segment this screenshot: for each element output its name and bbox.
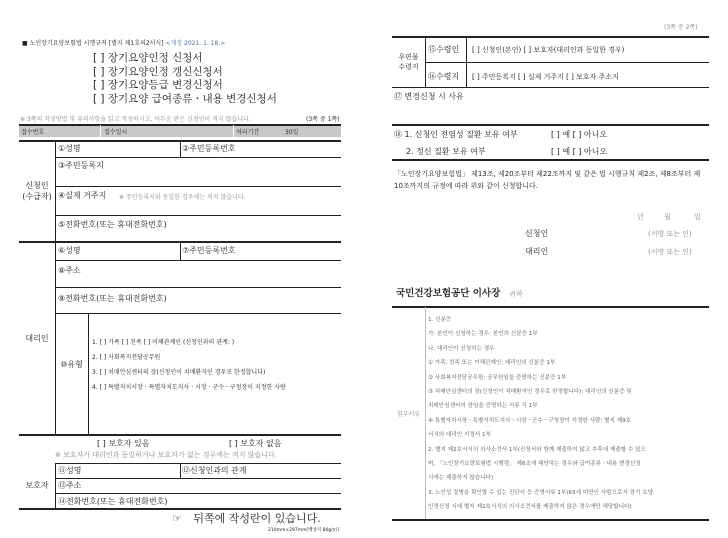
infectious-disease-options[interactable]: [ ] 예 [ ] 아니오	[551, 130, 608, 139]
paper-spec: 210mm×297mm[백상지 80g/㎡]	[268, 528, 340, 533]
agent-rrn-field[interactable]: ⑦주민등록번호	[182, 246, 236, 255]
form-header	[22, 38, 225, 47]
attachment-line: 1. 신분증	[428, 317, 452, 323]
recipient-honorific: 귀하	[509, 290, 523, 298]
processing-period-label: 처리기간	[236, 129, 260, 136]
attachment-line: 며, 「노인장기요양보험법 시행령」 제6조에 해당하는 경우와 급여종류ㆍ내용 변경신청	[428, 461, 641, 468]
applicant-section-label: 신청인 (수급자)	[22, 181, 52, 201]
title-grade-change[interactable]: [ ] 장기요양등급 변경신청서	[93, 79, 223, 91]
pointing-hand-icon: ☞	[172, 512, 182, 525]
attachment-line: 치매안심센터의 장임을 증명하는 서류 각 1부	[428, 403, 538, 410]
attachments-label: 첨부서류	[396, 410, 421, 418]
mail-place-options[interactable]: [ ] 주민등록지 [ ] 실제 거주지 [ ] 보호자 주소지	[472, 73, 619, 81]
guardian-address-field[interactable]: ⑬주소	[58, 481, 82, 490]
recipient-organization: 국민건강보험공단 이사장	[396, 288, 501, 299]
applicant-signature-label: 신청인	[525, 229, 549, 238]
form-number: ■ 노인장기요양보험법 시행규칙 [별지 제1호의2서식]	[22, 40, 164, 47]
applicant-address-field[interactable]: ③주민등록지	[58, 161, 104, 170]
agent-type-designated[interactable]: 4. [ ] 특별자치시장ㆍ특별자치도지사ㆍ시장ㆍ군수ㆍ구청장이 지정한 사람	[92, 384, 286, 391]
footer-continued	[172, 510, 321, 526]
infectious-disease-question: ⑱ 1. 신청인 전염성 질환 보유 여부	[394, 130, 518, 139]
footer-continued-text: 뒤쪽에 작성란이 있습니다.	[193, 512, 321, 525]
residence-note: ※ 주민등록지와 동일한 경우에는 적지 않습니다.	[119, 194, 246, 201]
title-renewal[interactable]: [ ] 장기요양인정 갱신신청서	[93, 65, 223, 78]
mail-section-label: 우편물 수령지	[398, 53, 419, 71]
agent-address-field[interactable]: ⑧주소	[58, 266, 81, 275]
agent-signature-field[interactable]: (서명 또는 인)	[648, 248, 692, 256]
attachment-line: 나. 대리인이 신청하는 경우	[428, 345, 495, 352]
attachment-line: 서식의 대리인 지정서 1부	[428, 432, 491, 439]
guardian-phone-field[interactable]: ⑭전화번호(또는 휴대전화번호)	[58, 497, 168, 506]
attachment-line: ④ 특별자치시장ㆍ특별자치도지사ㆍ시장ㆍ군수ㆍ구청장이 지정한 사람: 별지 제9호	[428, 417, 632, 424]
agent-type-dementia-center[interactable]: 3. [ ] 치매안심센터의 장(신청인이 치매환자인 경우로 한정합니다)	[92, 369, 266, 376]
recipient-line	[396, 285, 523, 299]
receipt-date: 접수일시	[104, 129, 128, 136]
agent-type-family[interactable]: 1. [ ] 가족 [ ] 친족 [ ] 이해관계인 (신청인과의 관계: )	[92, 339, 235, 346]
agent-phone-field[interactable]: ⑨전화번호(또는 휴대전화번호)	[58, 294, 167, 303]
attachment-line: 2. 별지 제2호서식의 의사소견서 1부(신청서와 함께 제출하지 않고 추후에 제출할 수 있으	[428, 446, 646, 453]
title-application[interactable]: [ ] 장기요양인정 신청서	[93, 52, 203, 64]
mail-recipient-options[interactable]: [ ] 신청인(본인) [ ] 보호자(대리인과 동일한 경우)	[472, 46, 625, 54]
applicant-phone-field[interactable]: ⑤전화번호(또는 휴대전화번호)	[58, 220, 167, 229]
change-reason-label: ⑰ 변경신청 시 사유	[394, 92, 464, 101]
guardian-relation-field[interactable]: ⑫신청인과의 관계	[182, 466, 247, 475]
mental-illness-options[interactable]: [ ] 예 [ ] 아니오	[551, 147, 608, 156]
guardian-name-field[interactable]: ⑪성명	[58, 466, 82, 475]
attachments-list	[428, 313, 653, 515]
processing-period-value: 30일	[285, 129, 299, 136]
guardian-no-checkbox[interactable]: [ ] 보호자 없음	[229, 439, 282, 448]
date-day-label: 일	[694, 213, 701, 221]
agent-type-label: ⑩유형	[60, 359, 83, 369]
guardian-note: ※ 보호자가 대리인과 동일하거나 보호자가 없는 경우에는 적지 않습니다.	[55, 451, 277, 459]
change-reason-field[interactable]	[470, 91, 709, 119]
applicant-residence-field[interactable]: ④실제 거주지	[58, 191, 107, 200]
agent-section-label: 대리인	[25, 333, 49, 343]
legal-statement: 「노인장기요양보험법」 제13조, 제20조부터 제22조까지 및 같은 법 시행규칙 제2조, 제8조부터 제10조까지의 규정에 따라 위와 같이 신청합니다.	[394, 170, 701, 190]
agent-type-options	[92, 335, 286, 395]
applicant-rrn-field[interactable]: ②주민등록번호	[182, 144, 236, 153]
attachment-line: 가. 본인이 신청하는 경우: 본인의 신분증 1부	[428, 331, 538, 338]
attachment-line: 시에는 제출하지 않습니다)	[428, 475, 494, 482]
agent-signature-label: 대리인	[525, 247, 549, 256]
mail-place-label: ⑯수령지	[428, 72, 460, 81]
applicant-signature-field[interactable]: (서명 또는 인)	[648, 230, 692, 238]
guardian-yes-checkbox[interactable]: [ ] 보호자 있음	[97, 439, 150, 448]
attachment-line: ② 사회복지전담공무원: 공무원임을 증명하는 신분증 1부	[428, 374, 567, 381]
guardian-section-label: 보호자	[25, 481, 49, 490]
receipt-number: 접수번호	[21, 129, 45, 136]
date-year-label: 년	[637, 213, 644, 221]
attachment-line: ③ 치매안심센터의 장(신청인이 치매환자인 경우로 한정합니다): 대리인의 신분증 및	[428, 389, 632, 396]
agent-name-field[interactable]: ⑥성명	[58, 246, 81, 255]
mental-illness-question: 2. 정신 질환 보유 여부	[406, 147, 486, 156]
attachment-line: 3. 노인성 질병을 확인할 수 있는 진단서 등 증명서류 1부(65세 미만인 사람으로서 장기 요양	[428, 489, 654, 496]
revision-note: <개정 2021. 1. 18.>	[165, 40, 226, 47]
page-indicator-2: (3쪽 중 2쪽)	[664, 24, 698, 31]
attachment-line: 인정신청 시에 별지 제2호서식의 의사소견서를 제출하지 않은 경우에만 해당합니다)	[428, 504, 632, 511]
date-month-label: 월	[664, 213, 671, 221]
agent-type-social-worker[interactable]: 2. [ ] 사회복지전담공무원	[92, 354, 161, 361]
page-indicator-1: (3쪽 중 1쪽)	[306, 116, 340, 123]
form-titles	[93, 52, 277, 106]
applicant-name-field[interactable]: ①성명	[58, 144, 81, 153]
mail-recipient-label: ⑮수령인	[428, 45, 460, 54]
title-benefit-change[interactable]: [ ] 장기요양 급여종류ㆍ내용 변경신청서	[93, 92, 277, 105]
attachment-line: ① 가족, 친족 또는 이해관계인: 대리인의 신분증 1부	[428, 360, 556, 367]
instruction-note: ※ 3쪽의 작성방법 및 유의사항을 읽고 작성하시고, 어두운 란은 신청인이 적지 않습니다.	[20, 116, 251, 123]
